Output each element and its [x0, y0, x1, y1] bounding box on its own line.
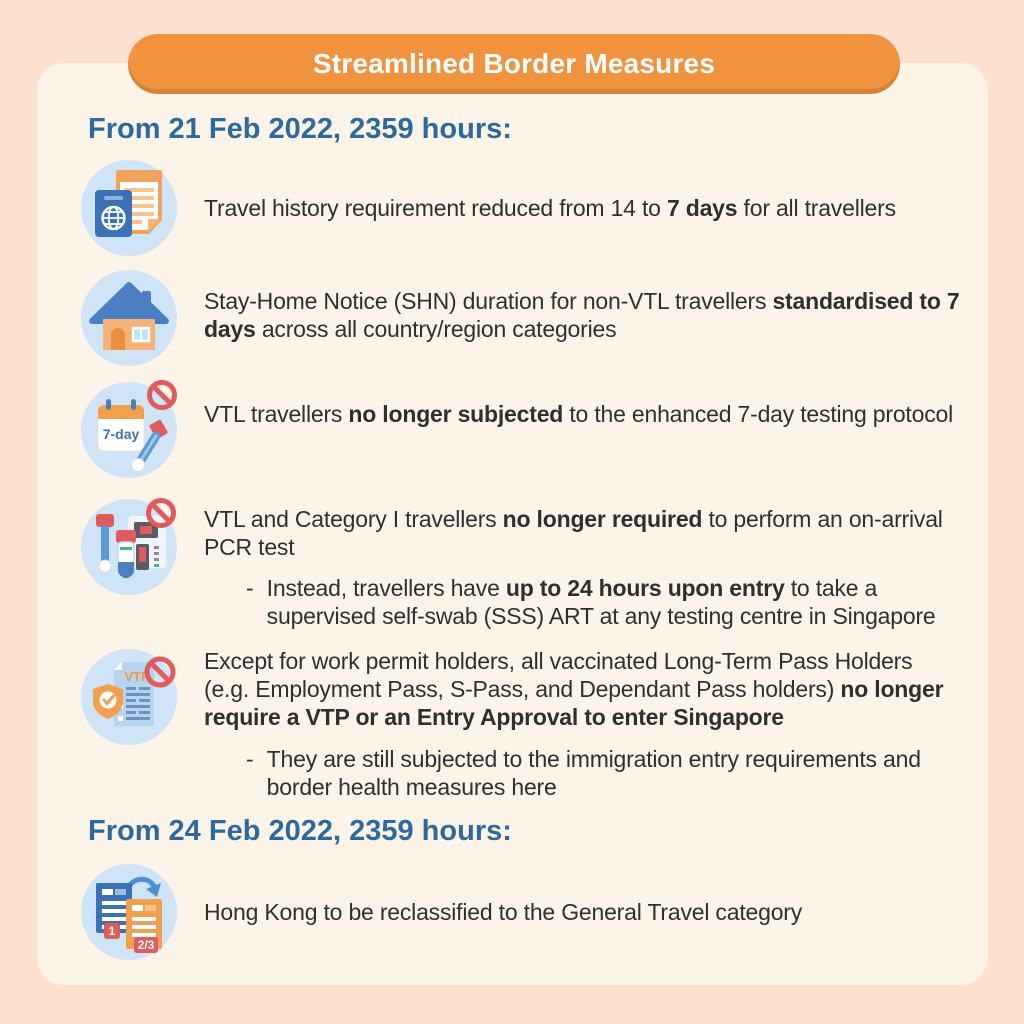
measure-statement: Stay-Home Notice (SHN) duration for non-VTL travellers standardised to 7 days across all country/region categories [204, 288, 960, 342]
measure-row-vtp [78, 646, 962, 801]
svg-text:1: 1 [108, 924, 116, 938]
measure-row-7day-testing [78, 379, 962, 481]
sub-bullet-marker: - [246, 575, 254, 601]
measure-statement: VTL and Category I travellers no longer required to perform an on-arrival PCR test [204, 506, 943, 560]
measure-text [204, 647, 962, 801]
measure-statement: Travel history requirement reduced from 14 to 7 days for all travellers [204, 195, 896, 221]
pcr-test-prohibited-icon [78, 496, 180, 598]
sub-bullet-text: They are still subjected to the immigration entry requirements and border health measures here [266, 746, 921, 800]
stay-home-house-icon [78, 267, 180, 369]
section-heading-24-feb: From 24 Feb 2022, 2359 hours: [88, 815, 512, 847]
svg-text:VTP: VTP [124, 669, 150, 684]
measure-row-travel-history [78, 157, 962, 259]
title-banner [128, 34, 900, 94]
measure-text [204, 898, 962, 926]
section-heading-21-feb: From 21 Feb 2022, 2359 hours: [88, 113, 512, 145]
svg-text:2/3: 2/3 [137, 938, 155, 952]
measure-row-shn [78, 267, 962, 369]
measure-statement: VTL travellers no longer subjected to the enhanced 7-day testing protocol [204, 401, 954, 427]
reclassification-documents-icon [78, 861, 180, 963]
page-title: Streamlined Border Measures [312, 48, 716, 79]
measure-text [204, 400, 962, 481]
vtp-pass-prohibited-icon [78, 646, 180, 748]
passport-travel-document-icon [78, 157, 180, 259]
seven-day-calendar-swab-prohibited-icon [78, 379, 180, 481]
measure-row-pcr-test [78, 496, 962, 630]
sub-bullet [246, 745, 962, 801]
measure-text [204, 287, 962, 369]
sub-bullet-marker: - [246, 746, 254, 772]
svg-text:7-day: 7-day [102, 426, 140, 442]
measure-row-hong-kong [78, 861, 962, 963]
measure-text [204, 505, 962, 630]
measure-statement: Except for work permit holders, all vaccinated Long-Term Pass Holders (e.g. Employment Pass, S-Pass, and Dependant Pass holders) no longer require a VTP or an Entry Approval to enter Singapore [204, 648, 944, 730]
sub-bullet [246, 574, 962, 630]
sub-bullet-text: Instead, travellers have up to 24 hours upon entry to take a supervised self-swab (SSS) ART at any testing centre in Singapore [266, 575, 936, 629]
measure-text [204, 194, 962, 222]
measure-statement: Hong Kong to be reclassified to the General Travel category [204, 899, 803, 925]
